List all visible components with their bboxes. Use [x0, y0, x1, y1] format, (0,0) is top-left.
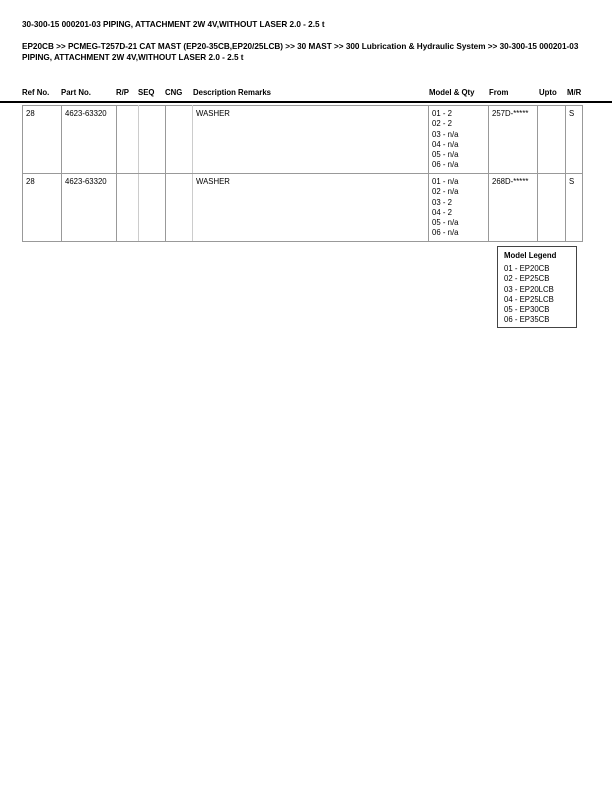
cell-part-no: 4623-63320 [62, 174, 117, 242]
cell-description: WASHER [193, 106, 429, 174]
header-seq: SEQ [138, 88, 155, 97]
cell-mr: S [566, 106, 583, 174]
model-qty-line: 02 - n/a [432, 187, 459, 197]
cell-rp [117, 174, 139, 242]
legend-item: 03 - EP20LCB [504, 284, 554, 294]
legend-item: 06 - EP35CB [504, 315, 550, 325]
cell-seq [139, 174, 166, 242]
cell-description: WASHER [193, 174, 429, 242]
table-row [23, 174, 583, 242]
model-qty-line: 06 - n/a [432, 228, 459, 238]
cell-mr: S [566, 174, 583, 242]
model-qty-line: 03 - 2 [432, 197, 452, 207]
model-qty-line: 06 - n/a [432, 160, 459, 170]
cell-upto [538, 106, 566, 174]
page-title: 30-300-15 000201-03 PIPING, ATTACHMENT 2W 4V,WITHOUT LASER 2.0 - 2.5 t [22, 20, 325, 29]
cell-seq [139, 106, 166, 174]
cell-ref-no: 28 [23, 106, 62, 174]
header-divider [0, 101, 612, 103]
legend-item: 04 - EP25LCB [504, 294, 554, 304]
cell-from: 257D-***** [489, 106, 538, 174]
model-qty-line: 01 - 2 [432, 109, 452, 118]
model-qty-line: 03 - n/a [432, 129, 459, 139]
header-mr: M/R [567, 88, 582, 97]
cell-cng [166, 174, 193, 242]
legend-title: Model Legend [504, 251, 557, 260]
cell-from: 268D-***** [489, 174, 538, 242]
cell-upto [538, 174, 566, 242]
legend-item: 02 - EP25CB [504, 274, 550, 284]
header-cng: CNG [165, 88, 183, 97]
model-qty-line: 05 - n/a [432, 218, 459, 228]
table-row [23, 106, 583, 174]
legend-item: 01 - EP20CB [504, 264, 550, 274]
legend-item: 05 - EP30CB [504, 305, 550, 315]
header-ref-no: Ref No. [22, 88, 50, 97]
header-description: Description Remarks [193, 88, 271, 97]
header-rp: R/P [116, 88, 129, 97]
header-model-qty: Model & Qty [429, 88, 475, 97]
cell-model-qty [429, 106, 489, 174]
model-qty-line: 04 - n/a [432, 139, 459, 149]
header-from: From [489, 88, 509, 97]
model-qty-line: 04 - 2 [432, 207, 452, 217]
cell-cng [166, 106, 193, 174]
cell-rp [117, 106, 139, 174]
header-upto: Upto [539, 88, 557, 97]
cell-part-no: 4623-63320 [62, 106, 117, 174]
model-legend [497, 246, 577, 328]
cell-ref-no: 28 [23, 174, 62, 242]
breadcrumb: EP20CB >> PCMEG-T257D-21 CAT MAST (EP20-35CB,EP20/25LCB) >> 30 MAST >> 300 Lubrication & Hydraulic System >> 30-300-15 000201-03 PIPING, ATTACHMENT 2W 4V,WITHOUT LASER 2.0 - 2.5 t [22, 42, 579, 62]
model-qty-line: 02 - 2 [432, 119, 452, 129]
parts-table [22, 105, 583, 242]
model-qty-line: 01 - n/a [432, 177, 459, 186]
model-qty-line: 05 - n/a [432, 150, 459, 160]
header-part-no: Part No. [61, 88, 91, 97]
cell-model-qty [429, 174, 489, 242]
